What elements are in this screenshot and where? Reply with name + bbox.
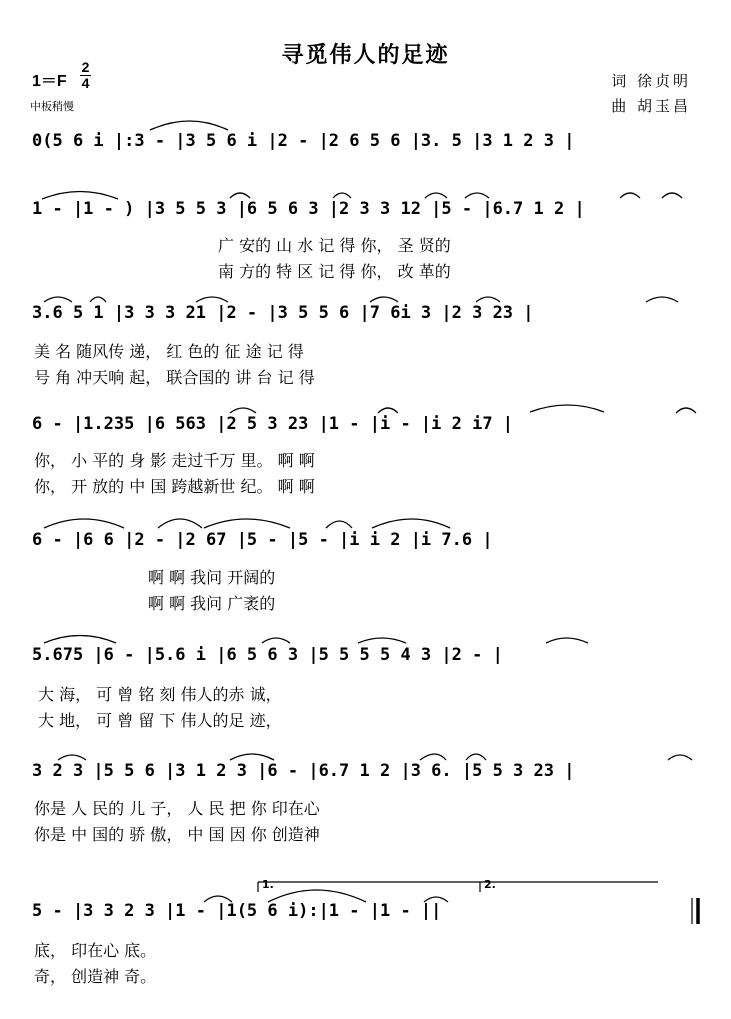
- system-8-notes: 5 - |3 3 2 3 |1 - |1(5 6 i):|1 - |1 - ||: [32, 901, 442, 921]
- system-6-lyrics-verse-2: 大 地， 可 曾 留 下 伟人的足 迹，: [38, 711, 282, 730]
- system-2-notes: 1 - |1 - ) |3 5 5 3 |6 5 6 3 |2 3 3 12 |5 - |6.7 1 2 |: [32, 199, 585, 219]
- time-signature-bottom: 4: [81, 75, 90, 91]
- system-6-notes: 5.675 |6 - |5.6 i |6 5 6 3 |5 5 5 5 4 3 |2 - |: [32, 645, 503, 665]
- time-signature-top: 2: [81, 59, 90, 75]
- system-4-notes: 6 - |1.235 |6 563 |2 5 3 23 |1 - |i - |i 2 i7 |: [32, 414, 514, 434]
- tempo-marking: 中板稍慢: [30, 100, 74, 113]
- system-3-notes: 3.6 5 1 |3 3 3 21 |2 - |3 5 5 6 |7 6i 3 |2 3 23 |: [32, 303, 534, 323]
- lyricist-credit: 词 徐贞明: [611, 72, 691, 90]
- system-8-lyrics-verse-2: 奇， 创造神 奇。: [34, 967, 157, 986]
- system-8-lyrics-verse-1: 底， 印在心 底。: [34, 941, 157, 960]
- page-title: 寻觅伟人的足迹: [281, 43, 450, 68]
- system-7-notes: 3 2 3 |5 5 6 |3 1 2 3 |6 - |6.7 1 2 |3 6. |5 5 3 23 |: [32, 761, 575, 781]
- final-barline: [692, 898, 698, 924]
- system-2-lyrics-verse-2: 南 方的 特 区 记 得 你， 改 革的: [218, 262, 451, 281]
- system-5-lyrics-verse-2: 啊 啊 我问 广袤的: [148, 594, 276, 613]
- system-6-lyrics-verse-1: 大 海， 可 曾 铭 刻 伟人的赤 诚，: [38, 685, 282, 704]
- system-3-lyrics-verse-1: 美 名 随风传 递， 红 色的 征 途 记 得: [34, 342, 304, 361]
- system-7-lyrics-verse-1: 你是 人 民的 儿 子， 人 民 把 你 印在心: [34, 799, 320, 818]
- volta-first-label: 1.: [262, 878, 274, 891]
- ties-and-slurs: [42, 121, 696, 902]
- volta-second-label: 2.: [484, 878, 496, 891]
- composer-credit: 曲 胡玉昌: [611, 97, 691, 115]
- system-5-notes: 6 - |6 6 |2 - |2 67 |5 - |5 - |i i 2 |i 7.6 |: [32, 530, 493, 550]
- system-1-notes: 0(5 6 i |:3 - |3 5 6 i |2 - |2 6 5 6 |3. 5 |3 1 2 3 |: [32, 131, 575, 151]
- system-3-lyrics-verse-2: 号 角 冲天响 起， 联合国的 讲 台 记 得: [34, 368, 315, 387]
- system-2-lyrics-verse-1: 广 安的 山 水 记 得 你， 圣 贤的: [218, 236, 451, 255]
- system-4-lyrics-verse-1: 你， 小 平的 身 影 走过千万 里。 啊 啊: [34, 451, 315, 470]
- system-4-lyrics-verse-2: 你， 开 放的 中 国 跨越新世 纪。 啊 啊: [34, 477, 315, 496]
- system-5-lyrics-verse-1: 啊 啊 我问 开阔的: [148, 568, 276, 587]
- system-7-lyrics-verse-2: 你是 中 国的 骄 傲， 中 国 因 你 创造神: [34, 825, 320, 844]
- key-signature: 1＝F: [32, 73, 67, 90]
